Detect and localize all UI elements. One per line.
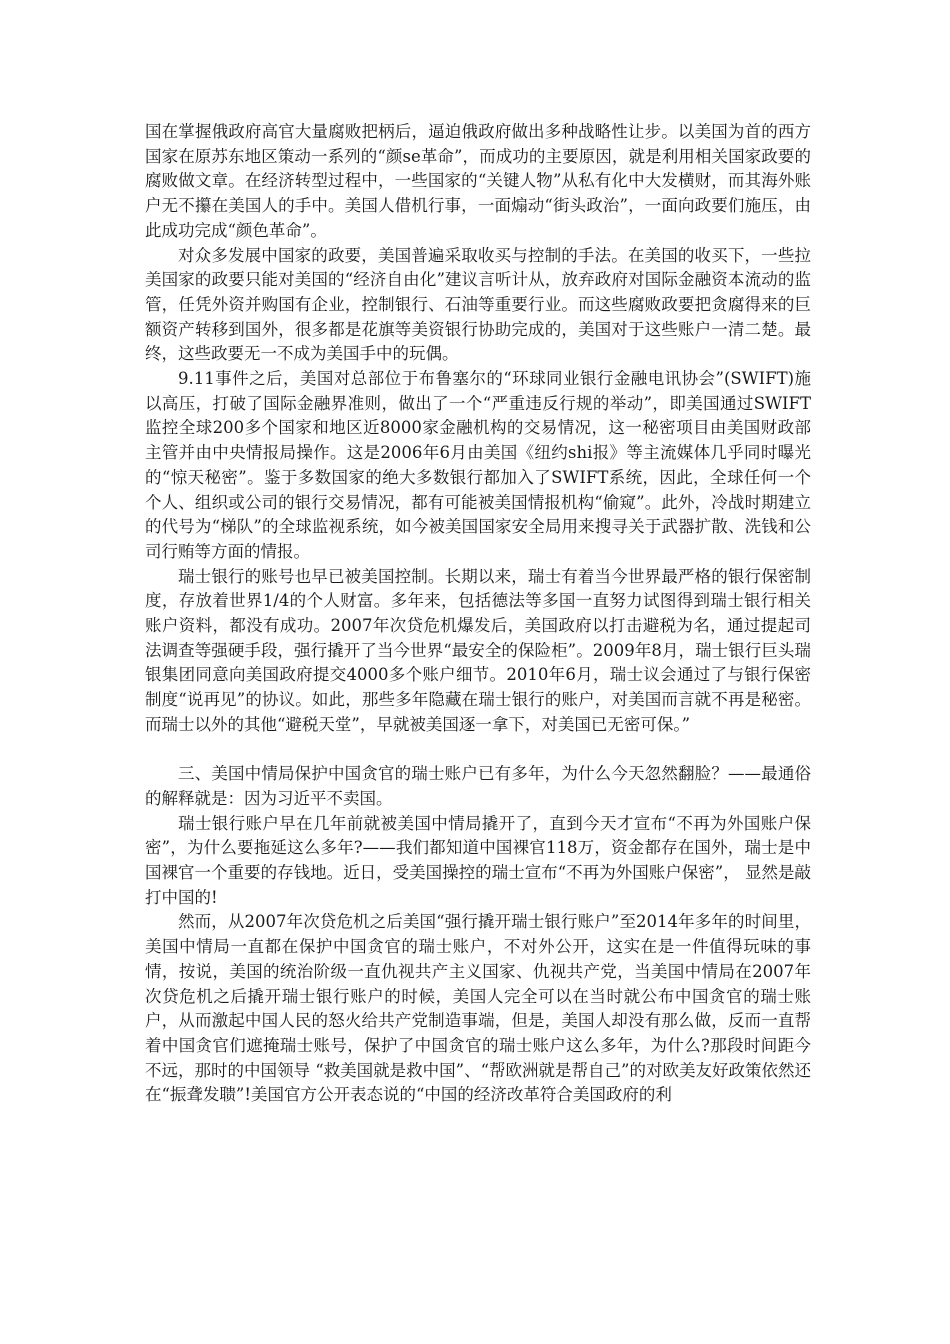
paragraph-5: 瑞士银行账户早在几年前就被美国中情局撬开了，直到今天才宣布“不再为外国账户保密”，为什么要拖延这么多年?——我们都知道中国裸官118万，资金都存在国外，瑞士是中国裸官一个重要的存钱地。近日，受美国操控的瑞士宣布“不再为外国账户保密”， 显然是敲打中国的! bbox=[145, 813, 811, 907]
paragraph-6: 然而，从2007年次贷危机之后美国“强行撬开瑞士银行账户”至2014年多年的时间里，美国中情局一直都在保护中国贪官的瑞士账户，不对外公开，这实在是一件值得玩味的事情，按说，美国的统治阶级一直仇视共产主义国家、仇视共产党，当美国中情局在2007年次贷危机之后撬开瑞士银行账户的时候，美国人完全可以在当时就公布中国贪官的瑞士账户，从而激起中国人民的怒火给共产党制造事端，但是，美国人却没有那么做，反而一直帮着中国贪官们遮掩瑞士账号，保护了中国贪官的瑞士账户这么多年，为什么?那段时间距今不远，那时的中国领导 “救美国就是救中国”、“帮欧洲就是帮自己”的对欧美友好政策依然还在“振聋发聩”!美国官方公开表态说的“中国的经济改革符合美国政府的利 bbox=[145, 912, 811, 1105]
section-heading-3: 三、美国中情局保护中国贪官的瑞士账户已有多年，为什么今天忽然翻脸？——最通俗的解释就是：因为习近平不卖国。 bbox=[145, 764, 811, 808]
document-body bbox=[145, 120, 811, 1108]
paragraph-spacer bbox=[145, 738, 811, 763]
paragraph-4: 瑞士银行的账号也早已被美国控制。长期以来，瑞士有着当今世界最严格的银行保密制度，存放着世界1/4的个人财富。多年来，包括德法等多国一直努力试图得到瑞士银行相关账户资料，都没有成功。2007年次贷危机爆发后，美国政府以打击避税为名，通过提起司法调查等强硬手段，强行撬开了当今世界“最安全的保险柜”。2009年8月，瑞士银行巨头瑞银集团同意向美国政府提交4000多个账户细节。2010年6月，瑞士议会通过了与银行保密制度“说再见”的协议。如此，那些多年隐藏在瑞士银行的账户，对美国而言就不再是秘密。而瑞士以外的其他“避税天堂”，早就被美国逐一拿下，对美国已无密可保。” bbox=[145, 566, 811, 734]
paragraph-2: 对众多发展中国家的政要，美国普遍采取收买与控制的手法。在美国的收买下，一些拉美国家的政要只能对美国的“经济自由化”建议言听计从，放弃政府对国际金融资本流动的监管，任凭外资并购国有企业，控制银行、石油等重要行业。而这些腐败政要把贪腐得来的巨额资产转移到国外，很多都是花旗等美资银行协助完成的，美国对于这些账户一清二楚。最终，这些政要无一不成为美国手中的玩偶。 bbox=[145, 245, 811, 364]
paragraph-1: 国在掌握俄政府高官大量腐败把柄后，逼迫俄政府做出多种战略性让步。以美国为首的西方国家在原苏东地区策动一系列的“颜se革命”，而成功的主要原因，就是利用相关国家政要的腐败做文章。在经济转型过程中，一些国家的“关键人物”从私有化中大发横财，而其海外账户无不攥在美国人的手中。美国人借机行事，一面煽动“街头政治”，一面向政要们施压，由此成功完成“颜色革命”。 bbox=[145, 122, 811, 240]
paragraph-3: 9.11事件之后，美国对总部位于布鲁塞尔的“环球同业银行金融电讯协会”(SWIFT)施以高压，打破了国际金融界准则，做出了一个“严重违反行规的举动”，即美国通过SWIFT监控全球200多个国家和地区近8000家金融机构的交易情况，这一秘密项目由美国财政部主管并由中央情报局操作。这是2006年6月由美国《纽约shi报》等主流媒体几乎同时曝光的“惊天秘密”。鉴于多数国家的绝大多数银行都加入了SWIFT系统，因此，全球任何一个个人、组织或公司的银行交易情况，都有可能被美国情报机构“偷窥”。此外，冷战时期建立的代号为“梯队”的全球监视系统，如今被美国国家安全局用来搜寻关于武器扩散、洗钱和公司行贿等方面的情报。 bbox=[145, 369, 811, 561]
